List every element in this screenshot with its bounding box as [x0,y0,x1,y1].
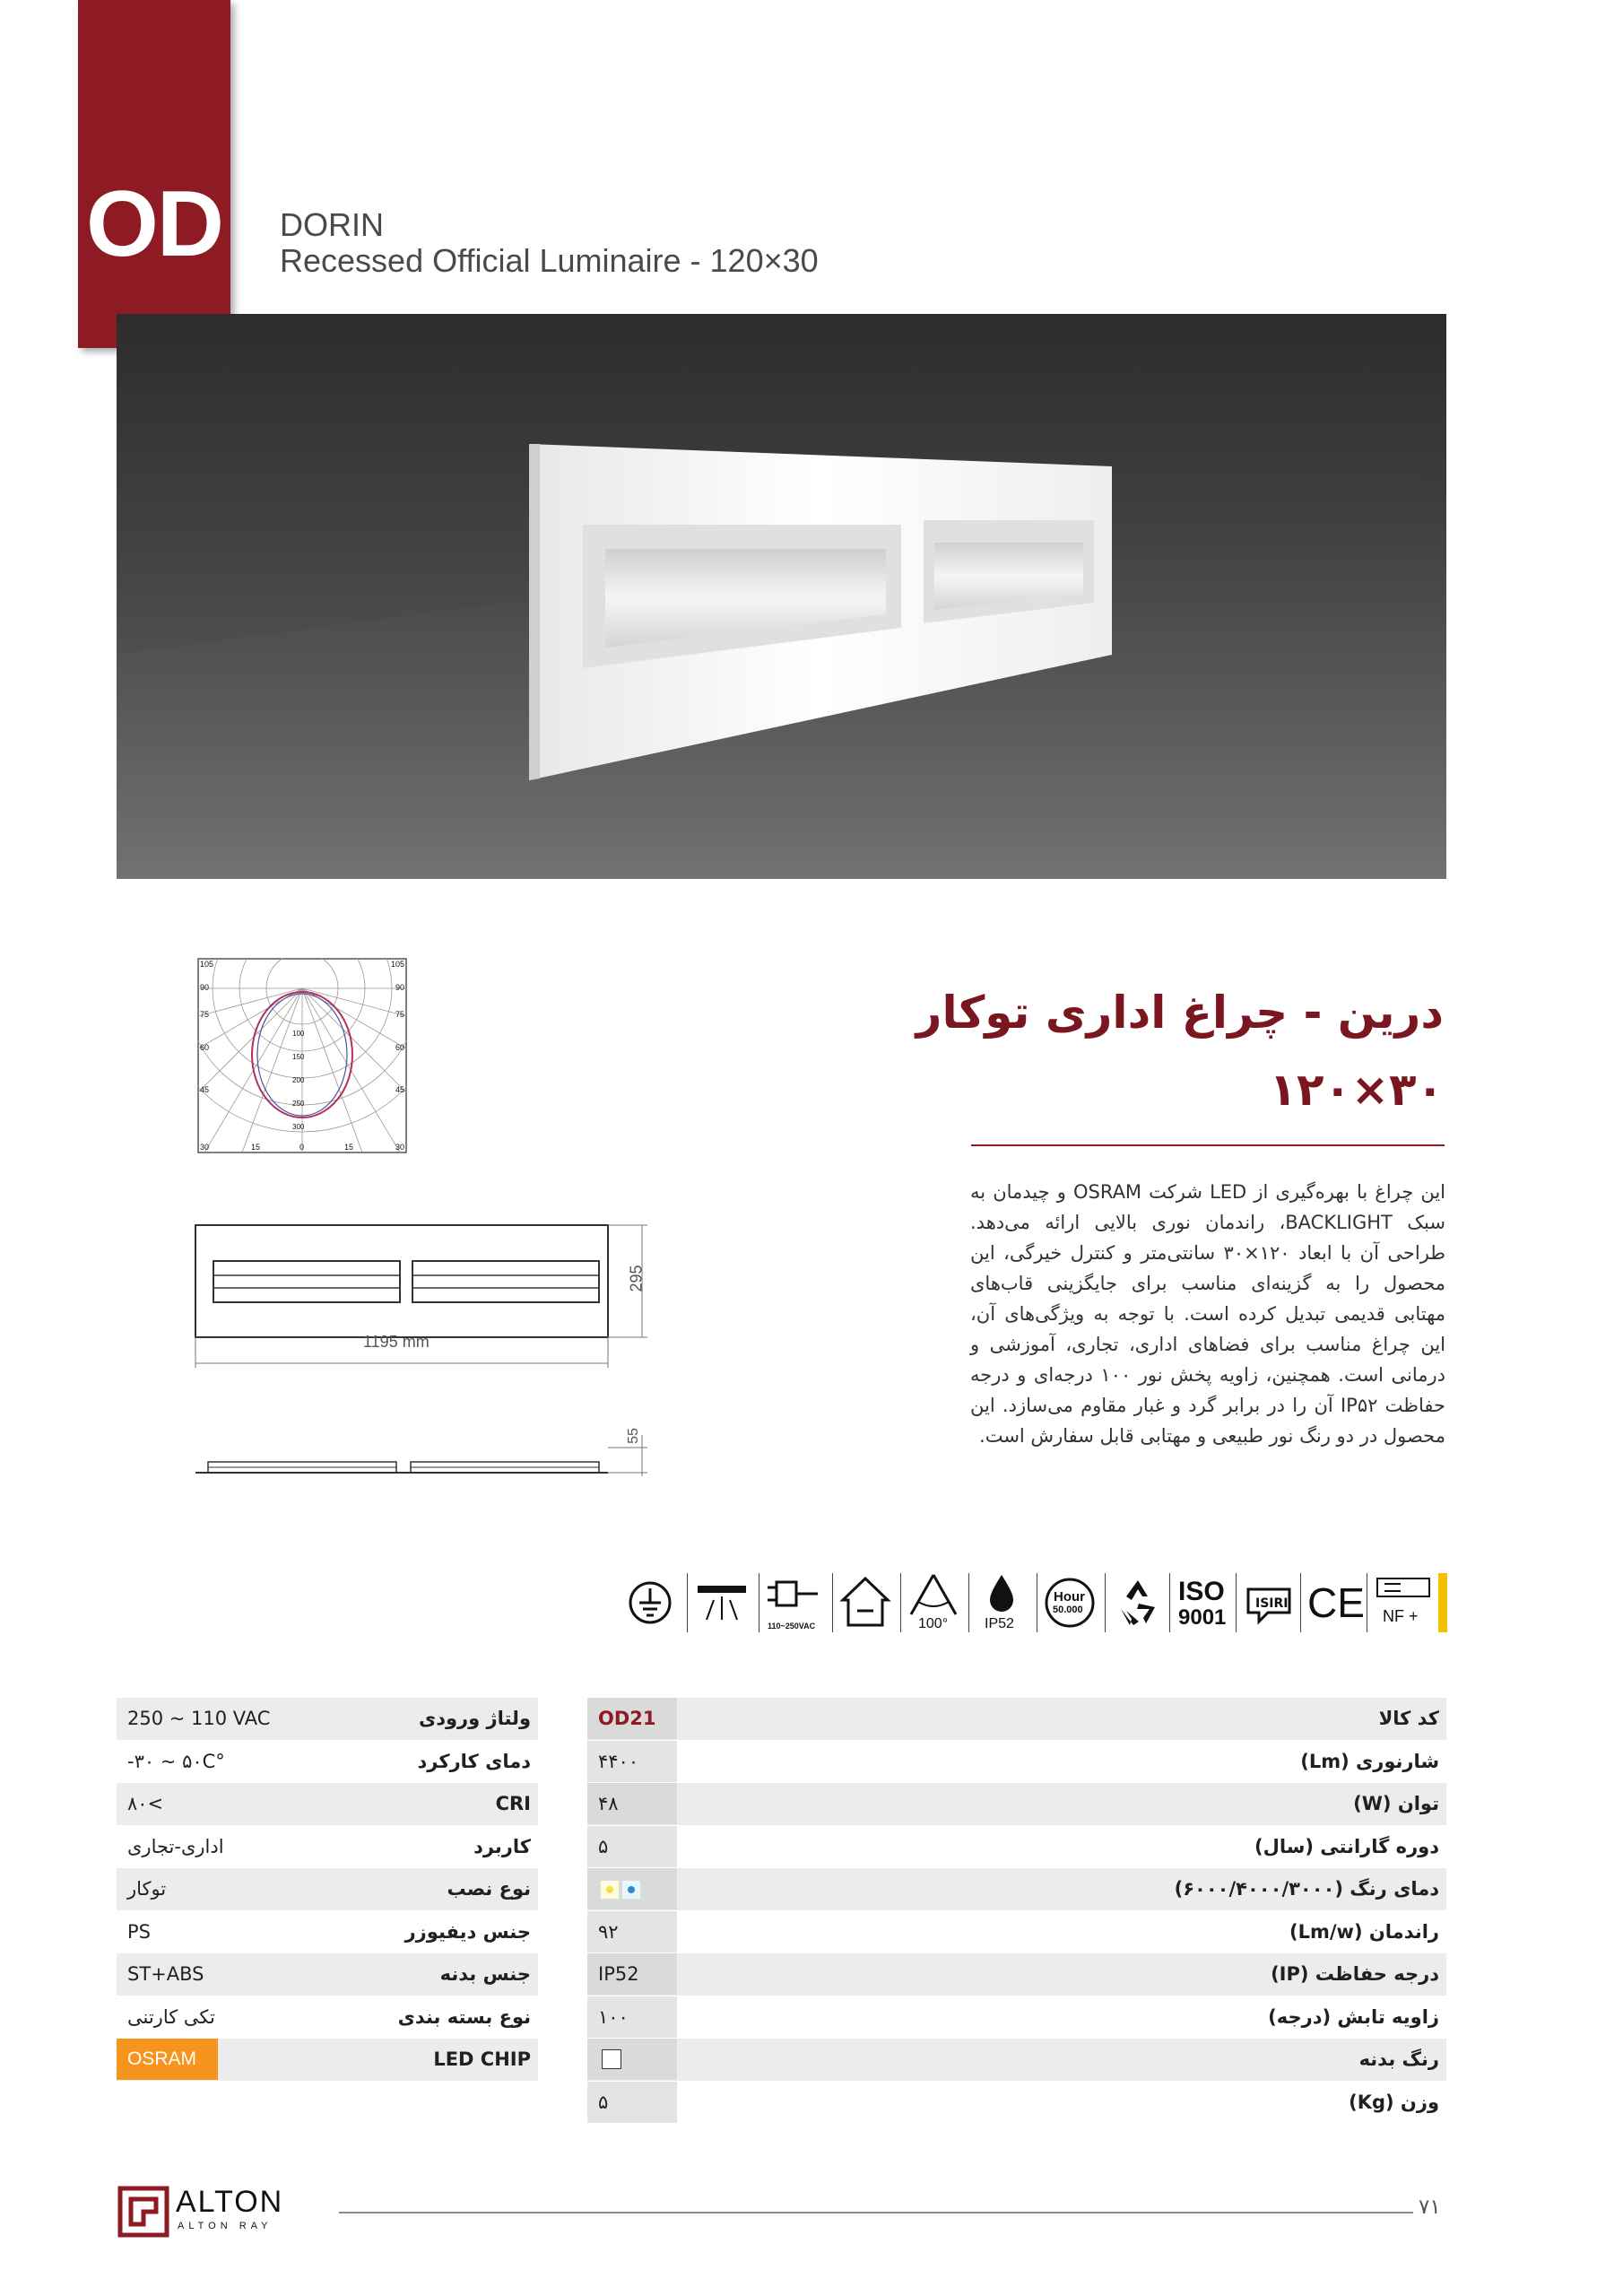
alton-logo [117,2185,314,2239]
product-code-value: OD21 [598,1708,656,1729]
dimension-length: 1195 mm [363,1333,430,1351]
product-name: DORIN [280,206,384,243]
osram-badge [117,2039,218,2080]
spec-row [587,1996,1446,2039]
recycle-icon [1110,1570,1166,1636]
spec-row [587,2082,1446,2125]
spec-value: 250 ~ 110 VAC [127,1708,271,1729]
spec-value: IP52 [598,1963,639,1985]
spec-row [587,1953,1446,1996]
icon-separator [1236,1573,1237,1632]
body-color-swatch-white [602,2049,621,2069]
polar-label-left-75: 75 [200,1010,210,1019]
spec-row [117,1868,538,1911]
dimension-width: 295 [627,1265,646,1292]
footer-rule [339,2212,1413,2213]
value-cell [587,2039,677,2080]
spec-value: ST+ABS [127,1963,204,1985]
polar-label-105-left: 105 [200,960,214,969]
spec-row [117,1826,538,1869]
product-size-fa: ۳۰×۱۲۰ [1269,1064,1444,1116]
ip-rating-text: IP52 [985,1616,1014,1631]
polar-label-right-75: 75 [395,1010,404,1019]
spec-label: کد کالا [1378,1708,1439,1729]
spec-label: دمای کارکرد [417,1750,531,1772]
polar-radius-250: 250 [292,1100,305,1108]
icon-separator [1105,1573,1106,1632]
dimension-drawing-side [188,1417,673,1480]
spec-label: زاویه تابش (درجه) [1268,2005,1439,2028]
title-divider [971,1144,1445,1146]
product-description: این چراغ با بهره‌گیری از LED شرکت OSRAM و چیدمان به سبک BACKLIGHT، راندمان نوری بالایی ارائه می‌دهد. طراحی آن با ابعاد ۱۲۰×۳۰ سانتی‌متر و کنترل خیرگی، این محصول را به گزینه‌ای مناسب برای جایگزینی قاب‌های مهتابی قدیمی تبدیل کرده است. با توجه به ویژگی‌های آن، این چراغ مناسب برای فضاهای اداری، تجاری، آموزشی و درمانی است. همچنین، زاویه پخش نور ۱۰۰ درجه‌ای و درجه حفاظت IP۵۲ آن را در برابر گرد و غبار مقاوم می‌سازد. این محصول در دو رنگ نور طبیعی و مهتابی قابل سفارش است. [970,1181,1446,1447]
brand-subname: ALTON RAY [178,2221,273,2231]
icon-separator [832,1573,833,1632]
spec-row [117,1698,538,1741]
polar-label-left-45: 45 [200,1085,210,1094]
spec-row [587,1868,1446,1911]
spec-label: رنگ بدنه [1358,2048,1439,2070]
spec-value: -۳۰ ~ ۵۰C° [127,1750,225,1772]
spec-label: شارنوری (Lm) [1300,1750,1439,1772]
feature-icons-row [615,1570,1449,1636]
spec-row [117,2039,538,2082]
spec-value: ۵ [598,2091,609,2113]
spec-label: کاربرد [473,1835,531,1857]
polar-bottom-30-right: 30 [395,1143,404,1152]
spec-row [117,1953,538,1996]
ip-rating-icon [974,1570,1029,1636]
cct-warm-swatch [600,1880,620,1900]
polar-radius-200: 200 [292,1076,305,1084]
polar-radius-150: 150 [292,1053,305,1061]
spec-value: ۱۰۰ [598,2005,629,2028]
ceiling-mount-icon [694,1570,750,1636]
spec-row [587,1741,1446,1784]
polar-bottom-0: 0 [299,1143,305,1152]
photometric-polar-diagram [197,958,407,1153]
indoor-house-icon [838,1570,893,1636]
dimension-drawing-top [188,1220,673,1381]
polar-bottom-15-right: 15 [344,1143,354,1152]
spec-value: توکار [127,1878,167,1900]
spec-row [117,1741,538,1784]
icon-separator [968,1573,969,1632]
spec-label: توان (W) [1353,1793,1439,1814]
product-code: OD [86,172,222,276]
spec-label: نوع بسته بندی [397,2005,531,2028]
spec-label: جنس دیفیوزر [404,1920,531,1943]
spec-label: راندمان (Lm/w) [1289,1920,1439,1943]
spec-label: دمای رنگ (۶۰۰۰/۴۰۰۰/۳۰۰۰) [1174,1878,1439,1900]
beam-angle-text: 100° [918,1616,949,1631]
nf-label: NF + [1383,1607,1419,1625]
product-title-fa: درین - چراغ اداری توکار [916,987,1444,1039]
polar-label-105-right: 105 [390,960,404,969]
icon-separator [1300,1573,1301,1632]
iso-label: ISO [1178,1577,1225,1606]
page-number: ۷۱ [1419,2196,1441,2219]
spec-row [587,1698,1446,1741]
product-subtitle: Recessed Official Luminaire - 120×30 [280,242,819,279]
dimension-height: 55 [625,1428,641,1444]
spec-row [117,1996,538,2039]
product-code-tab [78,0,230,348]
spec-value: ۴۴۰۰ [598,1750,639,1772]
beam-angle-icon [906,1570,961,1636]
lifetime-hours-icon [1042,1570,1098,1636]
iso-number: 9001 [1178,1605,1227,1630]
standard-mark-icon [1241,1570,1297,1636]
spec-table-left [117,1698,538,2082]
icon-separator [1169,1573,1170,1632]
product-photo [117,314,1446,879]
iso-9001-icon [1173,1570,1236,1636]
spec-label: نوع نصب [447,1878,531,1900]
ce-label: CE [1307,1579,1365,1626]
spec-value: PS [127,1920,151,1943]
spec-value: ۸۰< [127,1793,164,1814]
icon-separator [900,1573,901,1632]
spec-row [587,1911,1446,1954]
plug-voltage-icon [764,1570,827,1636]
spec-value: ۵ [598,1835,609,1857]
polar-label-left-60: 60 [200,1043,210,1052]
spec-label: LED CHIP [433,2048,531,2070]
spec-label: ولتاژ ورودی [418,1708,531,1729]
hour-value: 50.000 [1053,1605,1083,1615]
spec-label: جنس بدنه [439,1963,531,1985]
hour-label: Hour [1054,1589,1085,1605]
icon-separator [687,1573,688,1632]
voltage-range-text: 110~250VAC [768,1622,816,1631]
spec-row [587,1783,1446,1826]
polar-label-right-45: 45 [395,1085,404,1094]
svg-text:ISIRI: ISIRI [1255,1596,1289,1611]
polar-bottom-15-left: 15 [251,1143,261,1152]
earth-ground-icon [622,1570,678,1636]
polar-label-right-90: 90 [395,983,404,992]
spec-label: درجه حفاظت (IP) [1271,1963,1439,1985]
cct-cool-swatch [621,1880,641,1900]
spec-row [117,1911,538,1954]
ce-mark-icon [1304,1570,1367,1636]
polar-bottom-30-left: 30 [200,1143,210,1152]
spec-value: تکی کارتنی [127,2005,215,2028]
spec-value: ۹۲ [598,1920,619,1943]
spec-table-right [587,1698,1446,2124]
spec-label: دوره گارانتی (سال) [1254,1835,1439,1857]
polar-label-right-60: 60 [395,1043,404,1052]
spec-value: OSRAM [127,2048,197,2069]
accent-bar [1438,1573,1447,1632]
brand-name: ALTON [176,2185,284,2219]
polar-radius-100: 100 [292,1030,305,1038]
polar-label-left-90: 90 [200,983,210,992]
polar-radius-300: 300 [292,1123,305,1131]
spec-row [587,2039,1446,2082]
spec-value: ۴۸ [598,1793,619,1814]
spec-value: اداری-تجاری [127,1835,224,1857]
spec-row [117,1783,538,1826]
nf-driver-icon [1370,1570,1436,1636]
spec-row [587,1826,1446,1869]
spec-label: وزن (Kg) [1349,2091,1439,2113]
spec-label: CRI [495,1793,531,1814]
